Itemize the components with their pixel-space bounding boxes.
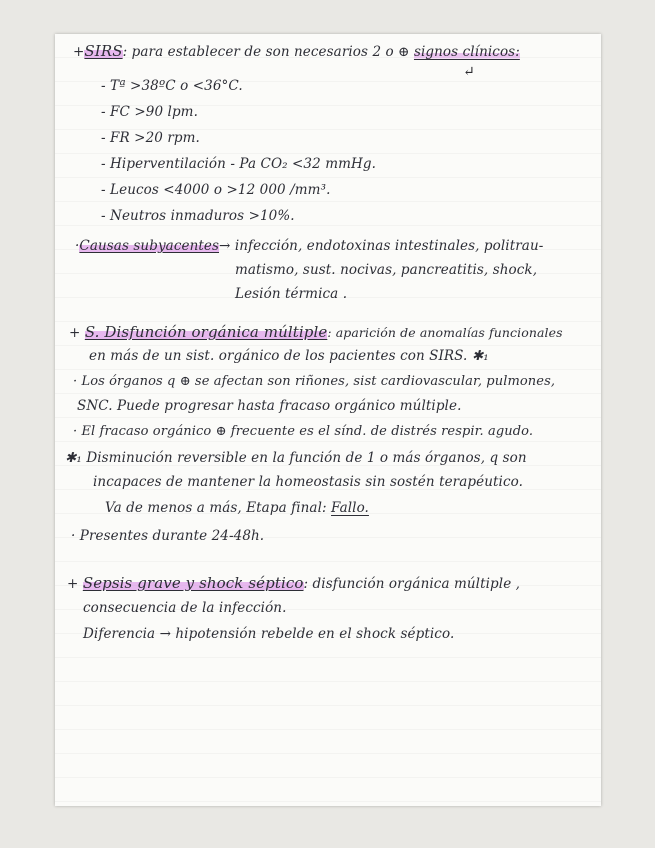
sirs-title: SIRS <box>84 42 123 60</box>
notebook-page <box>55 34 601 806</box>
note-line-1: ✱₁ Disminución reversible en la función de 1 o más órganos, q son <box>65 450 527 466</box>
causas-text-3: Lesión térmica . <box>235 286 348 302</box>
disfuncion-text-1: : aparición de anomalías funcionales <box>327 325 563 340</box>
causas-text-2: matismo, sust. nocivas, pancreatitis, shock, <box>235 262 538 278</box>
disfuncion-line-1: + S. Disfunción orgánica múltiple: aparición de anomalías funcionales <box>69 323 563 341</box>
note-line-3 <box>105 500 369 516</box>
causas-text-1: → infección, endotoxinas intestinales, politrau- <box>219 238 544 254</box>
sepsis-text-3: Diferencia → hipotensión rebelde en el shock séptico. <box>83 626 455 642</box>
sepsis-text-2: consecuencia de la infección. <box>83 600 287 616</box>
causas-line-1: ·Causas subyacentes→ infección, endotoxinas intestinales, politrau- <box>75 238 544 254</box>
disfuncion-title: S. Disfunción orgánica múltiple <box>84 323 328 341</box>
note-line-3-text: Va de menos a más, Etapa final: <box>105 500 332 516</box>
sirs-item: - Leucos <4000 o >12 000 /mm³. <box>101 182 331 198</box>
sirs-signs: signos clínicos: <box>413 44 520 60</box>
return-arrow-icon: ↵ <box>463 64 475 80</box>
disfuncion-text-3: · Los órganos q ⊕ se afectan son riñones, sist cardiovascular, pulmones, <box>73 374 556 389</box>
disfuncion-text-4: SNC. Puede progresar hasta fracaso orgánico múltiple. <box>77 398 462 414</box>
disfuncion-text-6: · Presentes durante 24-48h. <box>71 528 265 544</box>
sepsis-text-1: : disfunción orgánica múltiple , <box>303 576 521 592</box>
causas-title: Causas subyacentes <box>79 238 220 254</box>
sirs-item: - Hiperventilación - Pa CO₂ <32 mmHg. <box>101 156 376 172</box>
sepsis-title: Sepsis grave y shock séptico <box>82 574 304 592</box>
sirs-item: - Neutros inmaduros >10%. <box>101 208 295 224</box>
sirs-item: - FR >20 rpm. <box>101 130 200 146</box>
sirs-intro: : para establecer de son necesarios 2 o ⊕ <box>122 44 414 60</box>
disfuncion-text-5: · El fracaso orgánico ⊕ frecuente es el sínd. de distrés respir. agudo. <box>73 424 534 439</box>
note-fallo: Fallo. <box>331 500 369 516</box>
sirs-heading-line: +SIRS: para establecer de son necesarios 2 o ⊕ signos clínicos: <box>73 42 520 60</box>
sirs-item: - FC >90 lpm. <box>101 104 198 120</box>
note-line-2: incapaces de mantener la homeostasis sin sostén terapéutico. <box>93 474 523 490</box>
sirs-item: - Tª >38ºC o <36°C. <box>101 78 243 94</box>
sepsis-line-1: + Sepsis grave y shock séptico: disfunción orgánica múltiple , <box>67 574 521 592</box>
page-bleed-through <box>55 34 601 806</box>
disfuncion-text-2: en más de un sist. orgánico de los pacientes con SIRS. ✱₁ <box>89 348 489 364</box>
